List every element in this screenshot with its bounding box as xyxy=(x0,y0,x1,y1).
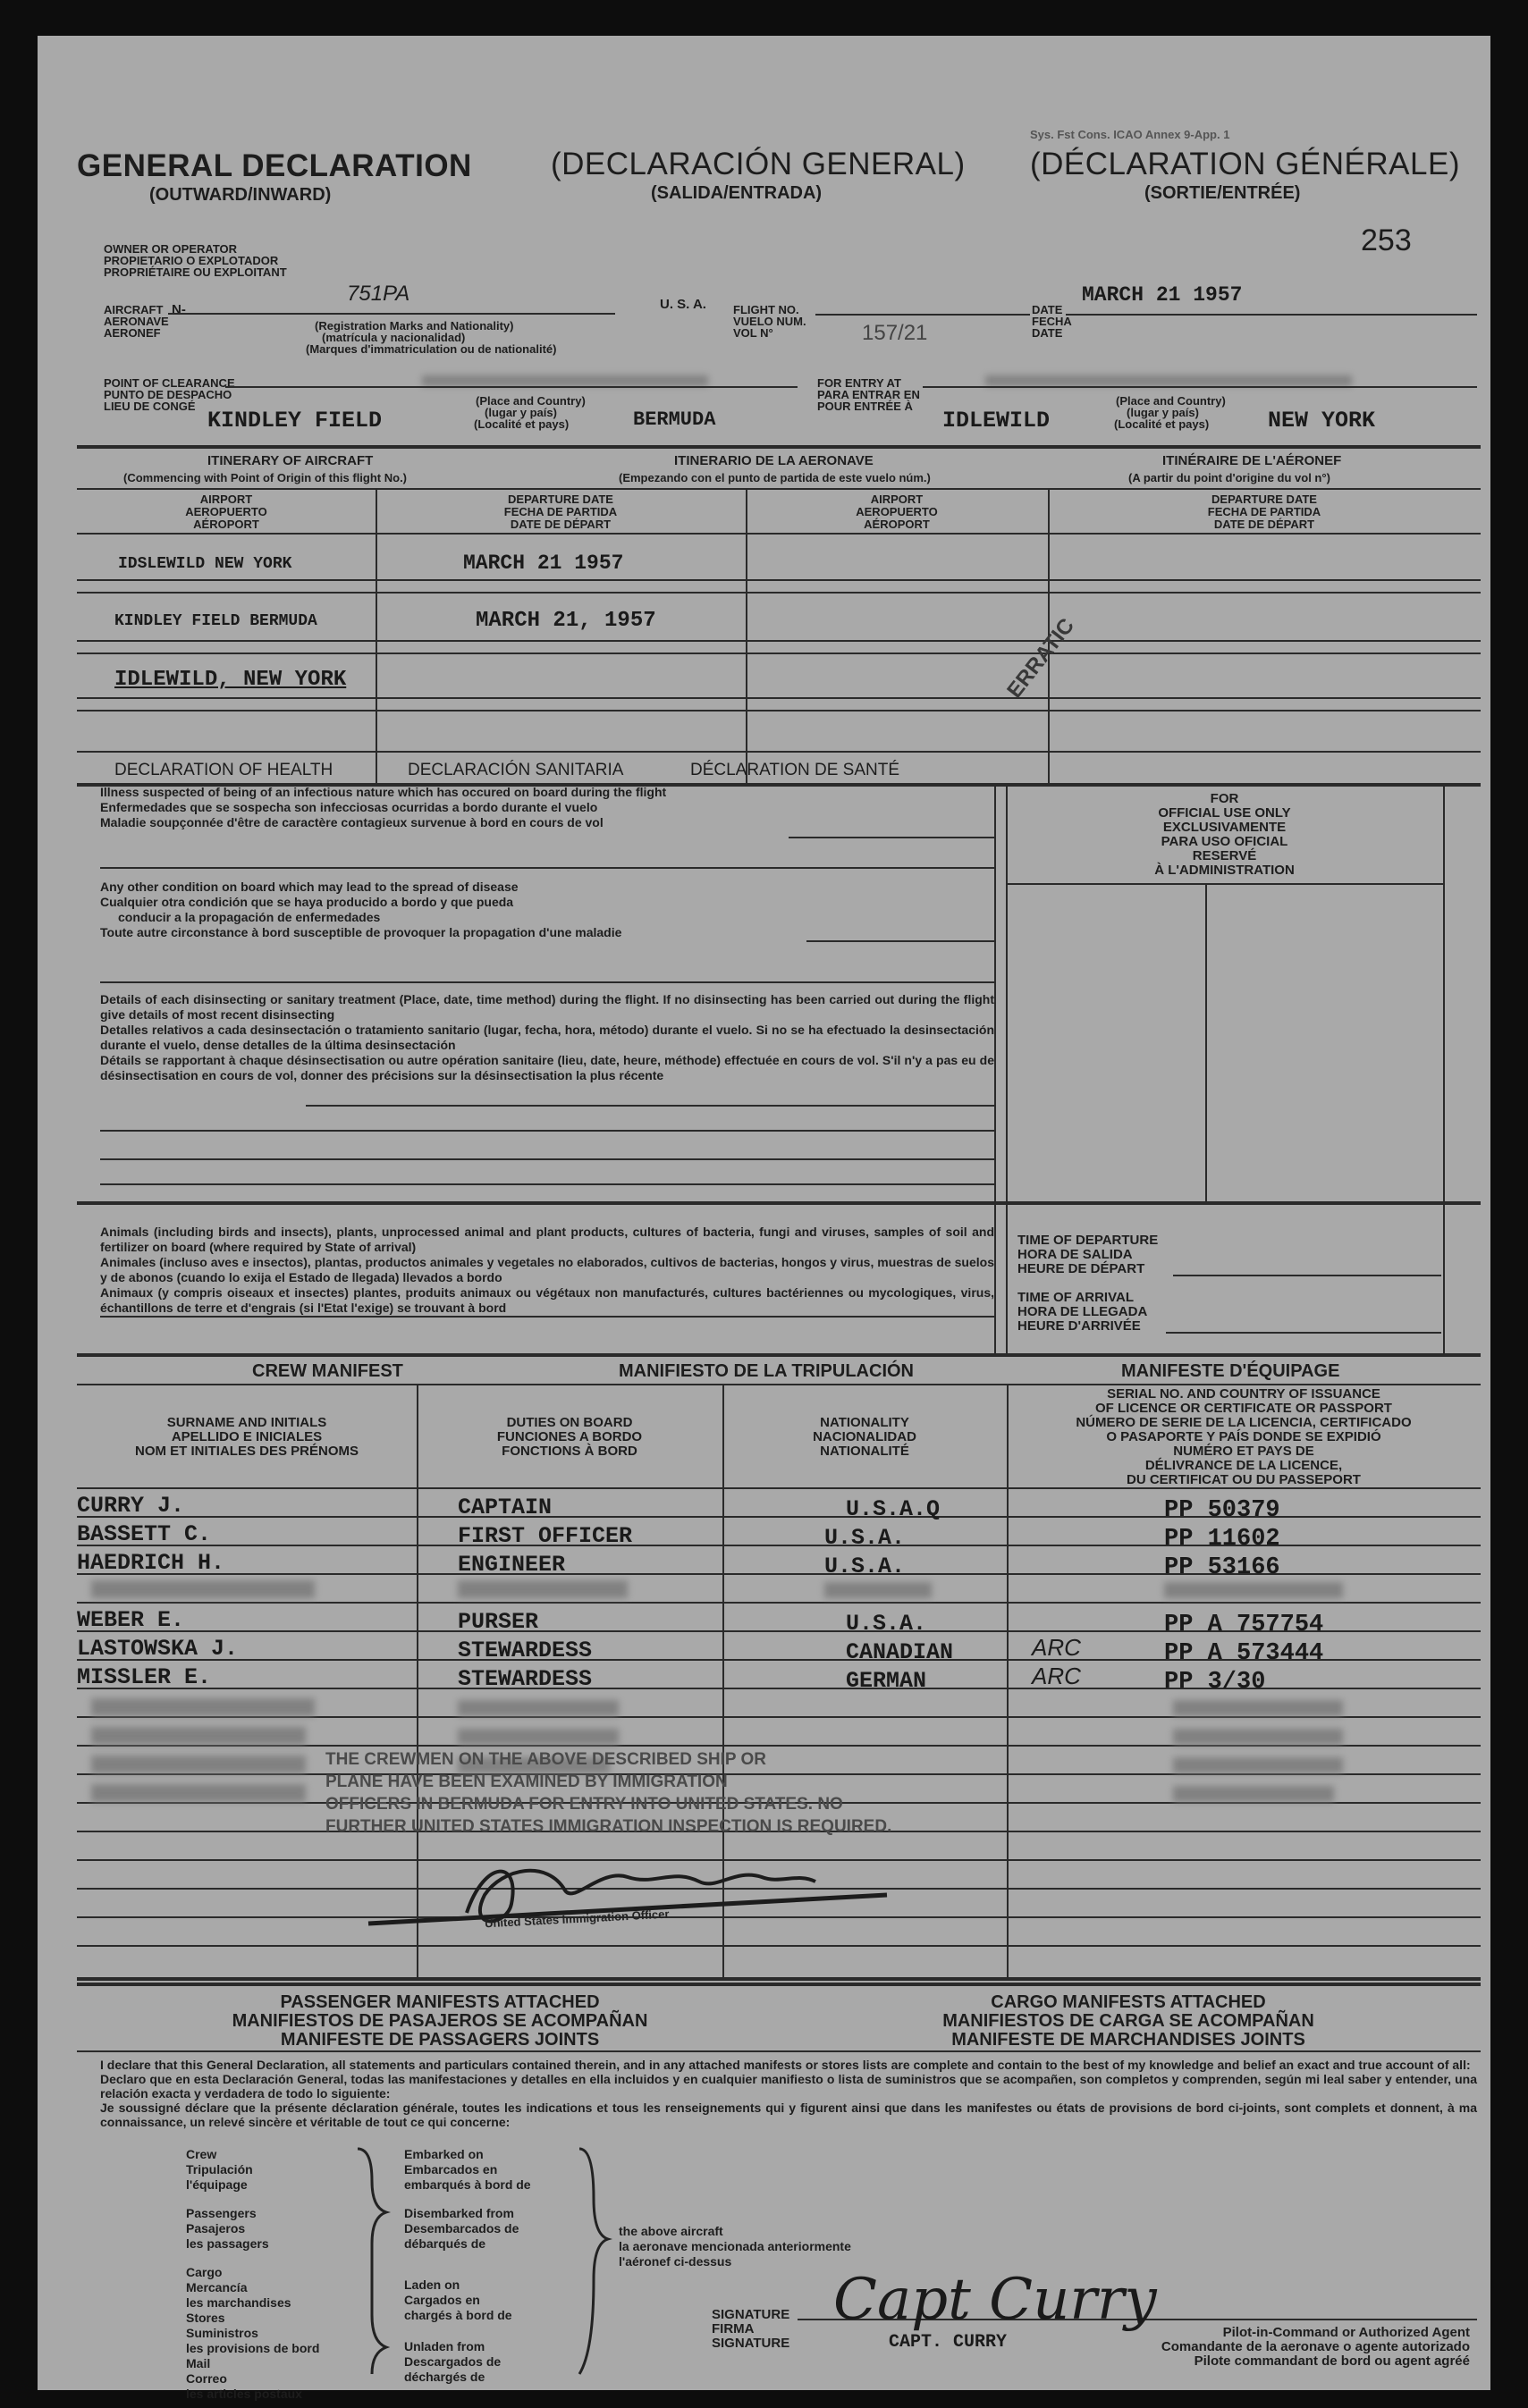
declaration-disembarked: Disembarked from Desembarcados de débarqués de xyxy=(404,2206,519,2251)
clearance-place: KINDLEY FIELD xyxy=(207,408,383,434)
pilot-in-command-labels: Pilot-in-Command or Authorized Agent Comandante de la aeronave o agente autorizado Pilote commandant de bord ou agent agréé xyxy=(1161,2325,1470,2369)
entry-label-es: PARA ENTRAR EN xyxy=(817,388,920,401)
crew-row-5-nationality: CANADIAN xyxy=(846,1639,954,1665)
subtitle-fr: (SORTIE/ENTRÉE) xyxy=(1144,183,1301,203)
crew-row-2-nationality: U.S.A. xyxy=(824,1525,906,1551)
crew-row-5-arc: ARC xyxy=(1032,1634,1081,1661)
entry-note-en: (Place and Country) xyxy=(1116,394,1226,408)
title-fr: (DÉCLARATION GÉNÉRALE) xyxy=(1030,147,1460,181)
passenger-manifests: PASSENGER MANIFESTS ATTACHED MANIFIESTOS DE PASAJEROS SE ACOMPAÑAN MANIFESTE DE PASSAGERS JOINTS xyxy=(232,1992,648,2050)
crew-row-3-duty: ENGINEER xyxy=(458,1552,566,1578)
captain-name: CAPT. CURRY xyxy=(889,2332,1008,2353)
health-illness-text: Illness suspected of being of an infectious nature which has occured on board during the flight Enfermedades que se sospecha son infecciosas ocurridas a bordo durante el vuelo Maladie soupçonnée d'être de caractère contagieux survenue à bord en cours de vol xyxy=(100,785,667,829)
col-departure-2: DEPARTURE DATE FECHA DE PARTIDA DATE DE DÉPART xyxy=(1207,493,1321,531)
crew-row-5-doc: PP A 573444 xyxy=(1164,1640,1324,1667)
crew-row-4-name: WEBER E. xyxy=(77,1607,185,1633)
declaration-embarked: Embarked on Embarcados en embarqués à bord de xyxy=(404,2147,531,2192)
crew-title-es: MANIFIESTO DE LA TRIPULACIÓN xyxy=(619,1361,914,1381)
clearance-label-es: PUNTO DE DESPACHO xyxy=(104,388,232,401)
itinerary-row-1-airport: IDSLEWILD NEW YORK xyxy=(118,555,292,573)
general-declaration-form xyxy=(38,36,1490,2401)
crew-row-2-name: BASSETT C. xyxy=(77,1521,212,1547)
entry-place: IDLEWILD xyxy=(942,408,1051,434)
crew-row-1-doc: PP 50379 xyxy=(1164,1497,1280,1524)
col-duties-header: DUTIES ON BOARD FUNCIONES A BORDO FONCTIONS À BORD xyxy=(496,1415,643,1459)
declaration-cargo: Cargo Mercancía les marchandises Stores Suministros les provisions de bord Mail Correo les articles postaux xyxy=(186,2265,320,2401)
captain-signature: Capt Curry xyxy=(833,2267,1157,2333)
crew-row-1-nationality: U.S.A.Q xyxy=(846,1496,941,1522)
redacted-entry xyxy=(1164,1582,1343,1598)
redacted-entry xyxy=(824,1582,932,1598)
crew-row-6-arc: ARC xyxy=(1032,1663,1081,1689)
owner-label-es: PROPIETARIO O EXPLOTADOR xyxy=(104,254,279,267)
aircraft-registration: 751PA xyxy=(347,282,410,306)
itinerary-note-fr: (A partir du point d'origine du vol n°) xyxy=(1128,471,1330,484)
itinerary-note-es: (Empezando con el punto de partida de este vuelo núm.) xyxy=(619,471,931,484)
health-other-text: Any other condition on board which may lead to the spread of disease Cualquier otra condición que se haya producido a bordo y que pueda conducir a la propagación de enfermedades Toute autre circonstance à bord susceptible de provoquer la propagation d'une maladie xyxy=(100,880,622,939)
itinerary-row-1-date: MARCH 21 1957 xyxy=(463,551,624,575)
official-use-box: FOR OFFICIAL USE ONLY EXCLUSIVAMENTE PARA USO OFICIAL RESERVÉ À L'ADMINISTRATION xyxy=(1154,791,1295,878)
redacted-entry xyxy=(91,1580,315,1598)
itinerary-title-en: ITINERARY OF AIRCRAFT xyxy=(207,453,374,468)
crew-row-4-doc: PP A 757754 xyxy=(1164,1612,1324,1638)
declaration-laden: Laden on Cargados en chargés à bord de Unladen from Descargados de déchargés de xyxy=(404,2277,512,2384)
crew-row-1-duty: CAPTAIN xyxy=(458,1494,553,1520)
owner-label-en: OWNER OR OPERATOR xyxy=(104,242,238,256)
itinerary-note-en: (Commencing with Point of Origin of this flight No.) xyxy=(123,471,408,484)
reg-note-es: (matrícula y nacionalidad) xyxy=(322,331,466,344)
crew-row-3-doc: PP 53166 xyxy=(1164,1554,1280,1581)
cargo-manifests: CARGO MANIFESTS ATTACHED MANIFIESTOS DE CARGA SE ACOMPAÑAN MANIFESTE DE MARCHANDISES JOINTS xyxy=(942,1992,1314,2050)
aircraft-prefix: N- xyxy=(172,302,186,317)
col-name-header: SURNAME AND INITIALS APELLIDO E INICIALES NOM ET INITIALES DES PRÉNOMS xyxy=(134,1415,359,1459)
health-title-fr: DÉCLARATION DE SANTÉ xyxy=(690,761,900,779)
clearance-note-fr: (Localité et pays) xyxy=(474,417,570,431)
subtitle-en: (OUTWARD/INWARD) xyxy=(149,185,332,205)
erratic-stamp: ERRATIC xyxy=(1002,613,1080,703)
declaration-aircraft-ref: the above aircraft la aeronave mencionada anteriormente l'aéronef ci-dessus xyxy=(619,2224,851,2269)
reg-note-fr: (Marques d'immatriculation ou de nationalité) xyxy=(306,342,557,356)
crew-row-3-name: HAEDRICH H. xyxy=(77,1550,225,1576)
flight-label-en: FLIGHT NO. xyxy=(733,303,799,316)
flight-label-es: VUELO NUM. xyxy=(733,315,806,328)
crew-title-fr: MANIFESTE D'ÉQUIPAGE xyxy=(1121,1361,1340,1381)
form-reference: Sys. Fst Cons. ICAO Annex 9-App. 1 xyxy=(1030,128,1230,141)
date-label-fr: DATE xyxy=(1032,326,1063,340)
aircraft-label-en: AIRCRAFT xyxy=(104,303,164,316)
entry-note-es: (lugar y país) xyxy=(1127,406,1199,419)
itinerary-row-2-airport: KINDLEY FIELD BERMUDA xyxy=(114,612,317,630)
declaration-text: I declare that this General Declaration, all statements and particulars contained therein, and in any attached manifests or stores lists are complete and contain to the best of my knowledge and belief an exact and true account of all: Declaro que en esta Declaración General, todas las manifestaciones y detalles en ella incluidos y en cualquier manifiesto o lista de suministros que se acompañen, son completos y comprenden, según mi leal saber y entender, una relación exacta y verdadera de todo lo siguiente: Je soussigné déclare que la présente déclaration générale, toutes les indications et tous les renseignements qui y figurent ainsi que dans les manifestes ou états de provisions de bord ci-joints, sont complets et donnent, à ma connaissance, un relevé sincère et véritable de tout ce qui concerne: xyxy=(100,2058,1477,2129)
declaration-passengers: Passengers Pasajeros les passagers xyxy=(186,2206,269,2251)
clearance-label-fr: LIEU DE CONGÉ xyxy=(104,400,196,413)
clearance-label-en: POINT OF CLEARANCE xyxy=(104,376,235,390)
itinerary-title-fr: ITINÉRAIRE DE L'AÉRONEF xyxy=(1162,453,1342,468)
crew-row-3-nationality: U.S.A. xyxy=(824,1553,906,1579)
reg-note-en: (Registration Marks and Nationality) xyxy=(315,319,514,333)
crew-row-6-name: MISSLER E. xyxy=(77,1664,212,1690)
col-airport-1: AIRPORT AEROPUERTO AÉROPORT xyxy=(185,493,267,531)
crew-title-en: CREW MANIFEST xyxy=(252,1361,403,1381)
aircraft-label-es: AERONAVE xyxy=(104,315,169,328)
clearance-country: BERMUDA xyxy=(633,408,716,431)
time-arrival: TIME OF ARRIVAL HORA DE LLEGADA HEURE D'ARRIVÉE xyxy=(1017,1290,1148,1334)
document-number: 253 xyxy=(1361,223,1412,257)
health-title-en: DECLARATION OF HEALTH xyxy=(114,761,333,779)
crew-row-1-name: CURRY J. xyxy=(77,1493,185,1519)
crew-row-4-duty: PURSER xyxy=(458,1609,539,1635)
subtitle-es: (SALIDA/ENTRADA) xyxy=(651,183,823,203)
crew-row-5-name: LASTOWSKA J. xyxy=(77,1636,239,1662)
brace-left xyxy=(350,2145,395,2378)
aircraft-label-fr: AERONEF xyxy=(104,326,161,340)
crew-row-4-nationality: U.S.A. xyxy=(846,1611,927,1637)
crew-row-2-duty: FIRST OFFICER xyxy=(458,1523,633,1549)
col-departure-1: DEPARTURE DATE FECHA DE PARTIDA DATE DE DÉPART xyxy=(503,493,618,531)
clearance-note-en: (Place and Country) xyxy=(476,394,586,408)
clearance-note-es: (lugar y país) xyxy=(485,406,557,419)
flight-label-fr: VOL N° xyxy=(733,326,773,340)
signature-labels: SIGNATURE FIRMA SIGNATURE xyxy=(712,2307,790,2351)
immigration-officer-label: United States Immigration Officer xyxy=(484,1907,670,1931)
crew-row-6-nationality: GERMAN xyxy=(846,1668,927,1694)
col-airport-2: AIRPORT AEROPUERTO AÉROPORT xyxy=(856,493,938,531)
entry-country: NEW YORK xyxy=(1268,408,1376,434)
crew-row-5-duty: STEWARDESS xyxy=(458,1638,593,1663)
declaration-crew: Crew Tripulación l'équipage xyxy=(186,2147,253,2192)
crew-row-6-doc: PP 3/30 xyxy=(1164,1669,1266,1696)
title-es: (DECLARACIÓN GENERAL) xyxy=(551,147,966,181)
col-licence-header: SERIAL NO. AND COUNTRY OF ISSUANCE OF LICENCE OR CERTIFICATE OR PASSPORT NÚMERO DE SERIE DE LA LICENCIA, CERTIFICADO O PASAPORTE Y PAÍS DONDE SE EXPIDIÓ NUMÉRO ET PAYS DE DÉLIVRANCE DE LA LICENCE, DU CERTIFICAT OU DU PASSEPORT xyxy=(1076,1386,1412,1487)
immigration-stamp: THE CREWMEN ON THE ABOVE DESCRIBED SHIP OR PLANE HAVE BEEN EXAMINED BY IMMIGRATION OFFICERS IN BERMUDA FOR ENTRY INTO UNITED STATES. NO FURTHER UNITED STATES IMMIGRATION INSPECTION IS REQUIRED. xyxy=(325,1750,892,1836)
col-nationality-header: NATIONALITY NACIONALIDAD NATIONALITÉ xyxy=(813,1415,916,1459)
entry-label-fr: POUR ENTRÉE À xyxy=(817,400,913,413)
immigration-officer-signature xyxy=(333,1841,958,1940)
itinerary-row-2-date: MARCH 21, 1957 xyxy=(476,609,656,633)
flight-date: MARCH 21 1957 xyxy=(1082,283,1243,307)
crew-row-6-duty: STEWARDESS xyxy=(458,1666,593,1692)
entry-label-en: FOR ENTRY AT xyxy=(817,376,901,390)
itinerary-row-3-airport: IDLEWILD, NEW YORK xyxy=(114,668,347,692)
title-en: GENERAL DECLARATION xyxy=(77,148,472,183)
redacted-entry xyxy=(458,1580,628,1598)
entry-note-fr: (Localité et pays) xyxy=(1114,417,1210,431)
health-disinsecting-text: Details of each disinsecting or sanitary treatment (Place, date, time method) during the flight. If no disinsecting has been carried out during the flight give details of most recent disinsecting Detalles relativos a cada desinsectación o tratamiento sanitario (lugar, fecha, hora, método) durante el vuelo. Si no se ha efectuado la desinsectación durante el vuelo, dense detalles de la última desinsectación Détails se rapportant à chaque désinsectisation ou autre opération sanitaire (lieu, date, heure, méthode) effectuée en cours de vol. S'il n'y a pas eu de désinsectisation en cours de vol, donner des précisions sur la désinsectisation la plus récente xyxy=(100,992,994,1082)
date-label-en: DATE xyxy=(1032,303,1063,316)
health-title-es: DECLARACIÓN SANITARIA xyxy=(408,761,624,779)
animals-text: Animals (including birds and insects), plants, unprocessed animal and plant products, cultures of bacteria, fungi and viruses, samples of soil and fertilizer on board (where required by State of arrival) Animales (incluso aves e insectos), plantas, productos animales y vegetales no elaborados, cultivos de bacterias, hongos y virus, muestras de suelos y de abonos (cuando lo exija el Estado de llegada) llevados a bordo Animaux (y compris oiseaux et insectes) plantes, produits animaux ou végétaux non manufacturés, cultures bactériennes ou mycologiques, virus, échantillons de terre et d'engrais (si l'Etat l'exige) se trouvant à bord xyxy=(100,1225,994,1315)
crew-row-2-doc: PP 11602 xyxy=(1164,1526,1280,1553)
owner-label-fr: PROPRIÉTAIRE OU EXPLOITANT xyxy=(104,265,287,279)
time-departure: TIME OF DEPARTURE HORA DE SALIDA HEURE DE DÉPART xyxy=(1017,1233,1159,1276)
date-label-es: FECHA xyxy=(1032,315,1072,328)
flight-number: 157/21 xyxy=(862,321,928,345)
aircraft-nationality: U. S. A. xyxy=(660,297,706,312)
itinerary-title-es: ITINERARIO DE LA AERONAVE xyxy=(674,453,874,468)
brace-right xyxy=(572,2145,617,2378)
